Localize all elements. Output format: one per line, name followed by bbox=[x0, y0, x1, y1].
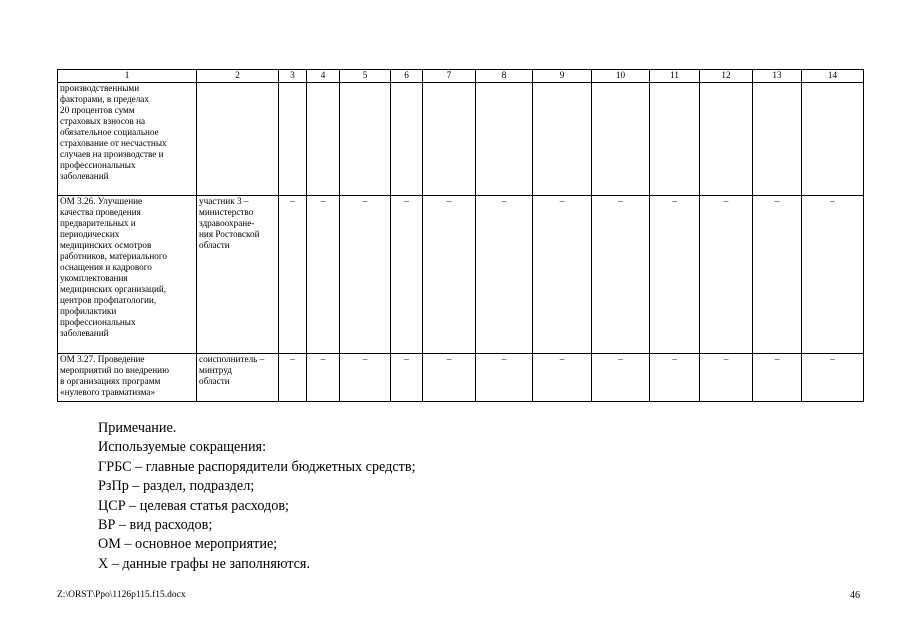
value-cell: – bbox=[700, 354, 753, 402]
column-header: 5 bbox=[340, 70, 391, 83]
value-cell: – bbox=[802, 196, 864, 354]
table-row bbox=[58, 83, 864, 196]
value-cell: – bbox=[753, 196, 802, 354]
column-header: 13 bbox=[753, 70, 802, 83]
executor-cell bbox=[197, 83, 279, 196]
value-cell: – bbox=[340, 354, 391, 402]
value-cell: – bbox=[700, 196, 753, 354]
value-cell: – bbox=[340, 196, 391, 354]
abbreviations-note bbox=[98, 419, 416, 574]
column-header: 7 bbox=[423, 70, 476, 83]
note-line: ГРБС – главные распорядители бюджетных средств; bbox=[98, 458, 416, 475]
value-cell: – bbox=[476, 354, 533, 402]
executor-cell: участник 3 – министерство здравоохране- ния Ростовской области bbox=[197, 196, 279, 354]
value-cell bbox=[307, 83, 340, 196]
value-cell: – bbox=[423, 196, 476, 354]
value-cell: – bbox=[279, 196, 307, 354]
table-row bbox=[58, 354, 864, 402]
value-cell bbox=[279, 83, 307, 196]
column-header: 8 bbox=[476, 70, 533, 83]
value-cell: – bbox=[650, 354, 700, 402]
value-cell: – bbox=[650, 196, 700, 354]
column-header: 2 bbox=[197, 70, 279, 83]
value-cell: – bbox=[423, 354, 476, 402]
program-table bbox=[57, 69, 864, 402]
value-cell: – bbox=[802, 354, 864, 402]
value-cell bbox=[423, 83, 476, 196]
measure-description: производственными факторами, в пределах 20 процентов сумм страховых взносов на обязательное социальное страхование от несчастных случаев на производстве и профессиональных заболеваний bbox=[58, 83, 197, 196]
column-header: 14 bbox=[802, 70, 864, 83]
note-line: Х – данные графы не заполняются. bbox=[98, 555, 310, 572]
note-line: ВР – вид расходов; bbox=[98, 517, 213, 534]
value-cell bbox=[650, 83, 700, 196]
value-cell bbox=[753, 83, 802, 196]
note-heading: Примечание. bbox=[98, 420, 177, 436]
value-cell bbox=[802, 83, 864, 196]
value-cell: – bbox=[533, 354, 592, 402]
measure-description: ОМ 3.26. Улучшение качества проведения предварительных и периодических медицинских осмотров работников, материального оснащения и кадрового укомплектования медицинских организаций, центров профпатологии, профилактики профессиональных заболеваний bbox=[58, 196, 197, 354]
value-cell bbox=[592, 83, 650, 196]
value-cell: – bbox=[592, 196, 650, 354]
column-header: 4 bbox=[307, 70, 340, 83]
value-cell: – bbox=[279, 354, 307, 402]
executor-cell: соисполнитель – минтруд области bbox=[197, 354, 279, 402]
value-cell: – bbox=[533, 196, 592, 354]
value-cell bbox=[391, 83, 423, 196]
column-header: 1 bbox=[58, 70, 197, 83]
note-line: РзПр – раздел, подраздел; bbox=[98, 478, 255, 495]
value-cell: – bbox=[307, 196, 340, 354]
column-header: 11 bbox=[650, 70, 700, 83]
value-cell bbox=[533, 83, 592, 196]
value-cell: – bbox=[592, 354, 650, 402]
value-cell: – bbox=[391, 196, 423, 354]
table-row bbox=[58, 196, 864, 354]
column-header: 6 bbox=[391, 70, 423, 83]
value-cell bbox=[700, 83, 753, 196]
note-line: ОМ – основное мероприятие; bbox=[98, 536, 278, 553]
column-header: 12 bbox=[700, 70, 753, 83]
value-cell: – bbox=[391, 354, 423, 402]
page-number: 46 bbox=[850, 590, 860, 601]
value-cell: – bbox=[476, 196, 533, 354]
column-header: 10 bbox=[592, 70, 650, 83]
column-header: 3 bbox=[279, 70, 307, 83]
value-cell: – bbox=[753, 354, 802, 402]
value-cell bbox=[340, 83, 391, 196]
column-header: 9 bbox=[533, 70, 592, 83]
value-cell bbox=[476, 83, 533, 196]
header-row bbox=[58, 70, 864, 83]
note-subheading: Используемые сокращения: bbox=[98, 439, 267, 456]
value-cell: – bbox=[307, 354, 340, 402]
measure-description: ОМ 3.27. Проведение мероприятий по внедрению в организациях программ «нулевого травматизма» bbox=[58, 354, 197, 402]
file-path: Z:\ORST\Ppo\1126p115.f15.docx bbox=[57, 590, 186, 600]
note-line: ЦСР – целевая статья расходов; bbox=[98, 497, 289, 514]
